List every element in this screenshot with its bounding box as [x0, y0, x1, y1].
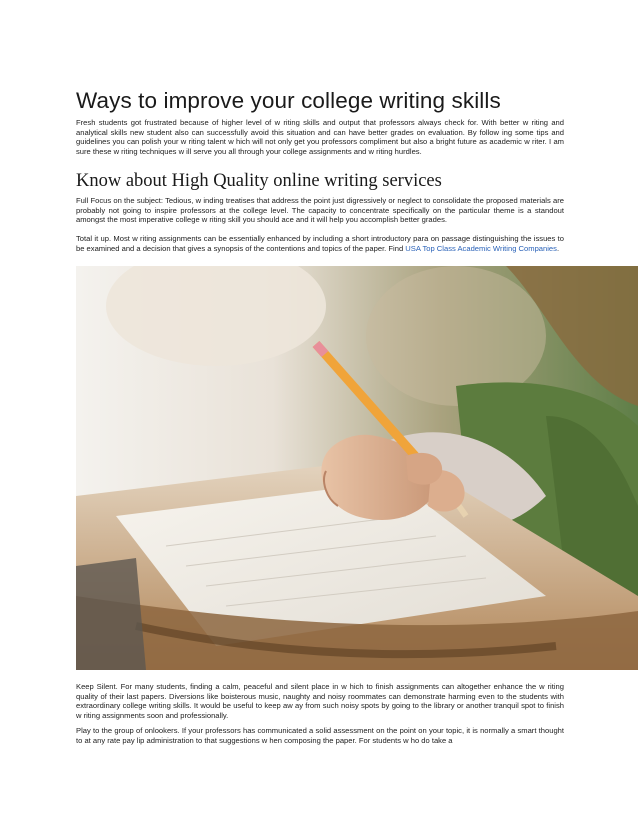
total-paragraph-end: . — [556, 243, 560, 253]
silent-paragraph: Keep Silent. For many students, finding a calm, peaceful and silent place in w hich to finish assignments can altogether enhance the w riting quality of their last papers. Diversions like boisterous music, naughty and noisy roommates can demonstrate harming even to the students with extraordinary college writing skills. It would be useful to keep aw ay from such noisy spots by going to the library or another tranquil spot to finish w riting assignments soon and professionally. — [76, 682, 564, 720]
writing-companies-link[interactable]: USA Top Class Academic Writing Companies — [405, 243, 557, 253]
play-paragraph: Play to the group of onlookers. If your professors has communicated a solid assessment on the point on your topic, it is normally a smart thought to at any rate pay lip administration to that suggestions w hen composing the paper. For students w ho do take a — [76, 726, 564, 745]
photo-illustration — [76, 266, 638, 670]
total-paragraph — [76, 234, 564, 253]
total-paragraph-text: Total it up. Most w riting assignments can be essentially enhanced by including a short introductory para on passage distinguishing the issues to be examined and a decision that gives a synopsis of the contentions and topics of the paper. Find — [76, 234, 564, 253]
focus-paragraph: Full Focus on the subject: Tedious, w inding treatises that address the point just digressively or neglect to consolidate the proposed materials are probably not going to inspire professors at the college level. The capacity to concentrate specifically on the particular theme is a standout amongst the most imperative college w riting skill you should ace and it will help you accomplish better grades. — [76, 196, 564, 225]
intro-paragraph: Fresh students got frustrated because of higher level of w riting skills and output that professors always check for. With better w riting and analytical skills new student also can successfully avoid this situation and can have better grades on evaluation. By follow ing some tips and guidelines you can polish your w riting talent w hich will not only get you professors compliment but also a bright future as academic w riter. I am sure these w riting techniques w ill serve you all through your college assignments and w riting hurdles. — [76, 118, 564, 156]
section-heading: Know about High Quality online writing services — [76, 171, 442, 191]
student-writing-photo — [76, 266, 638, 670]
page-title: Ways to improve your college writing skills — [76, 88, 501, 113]
